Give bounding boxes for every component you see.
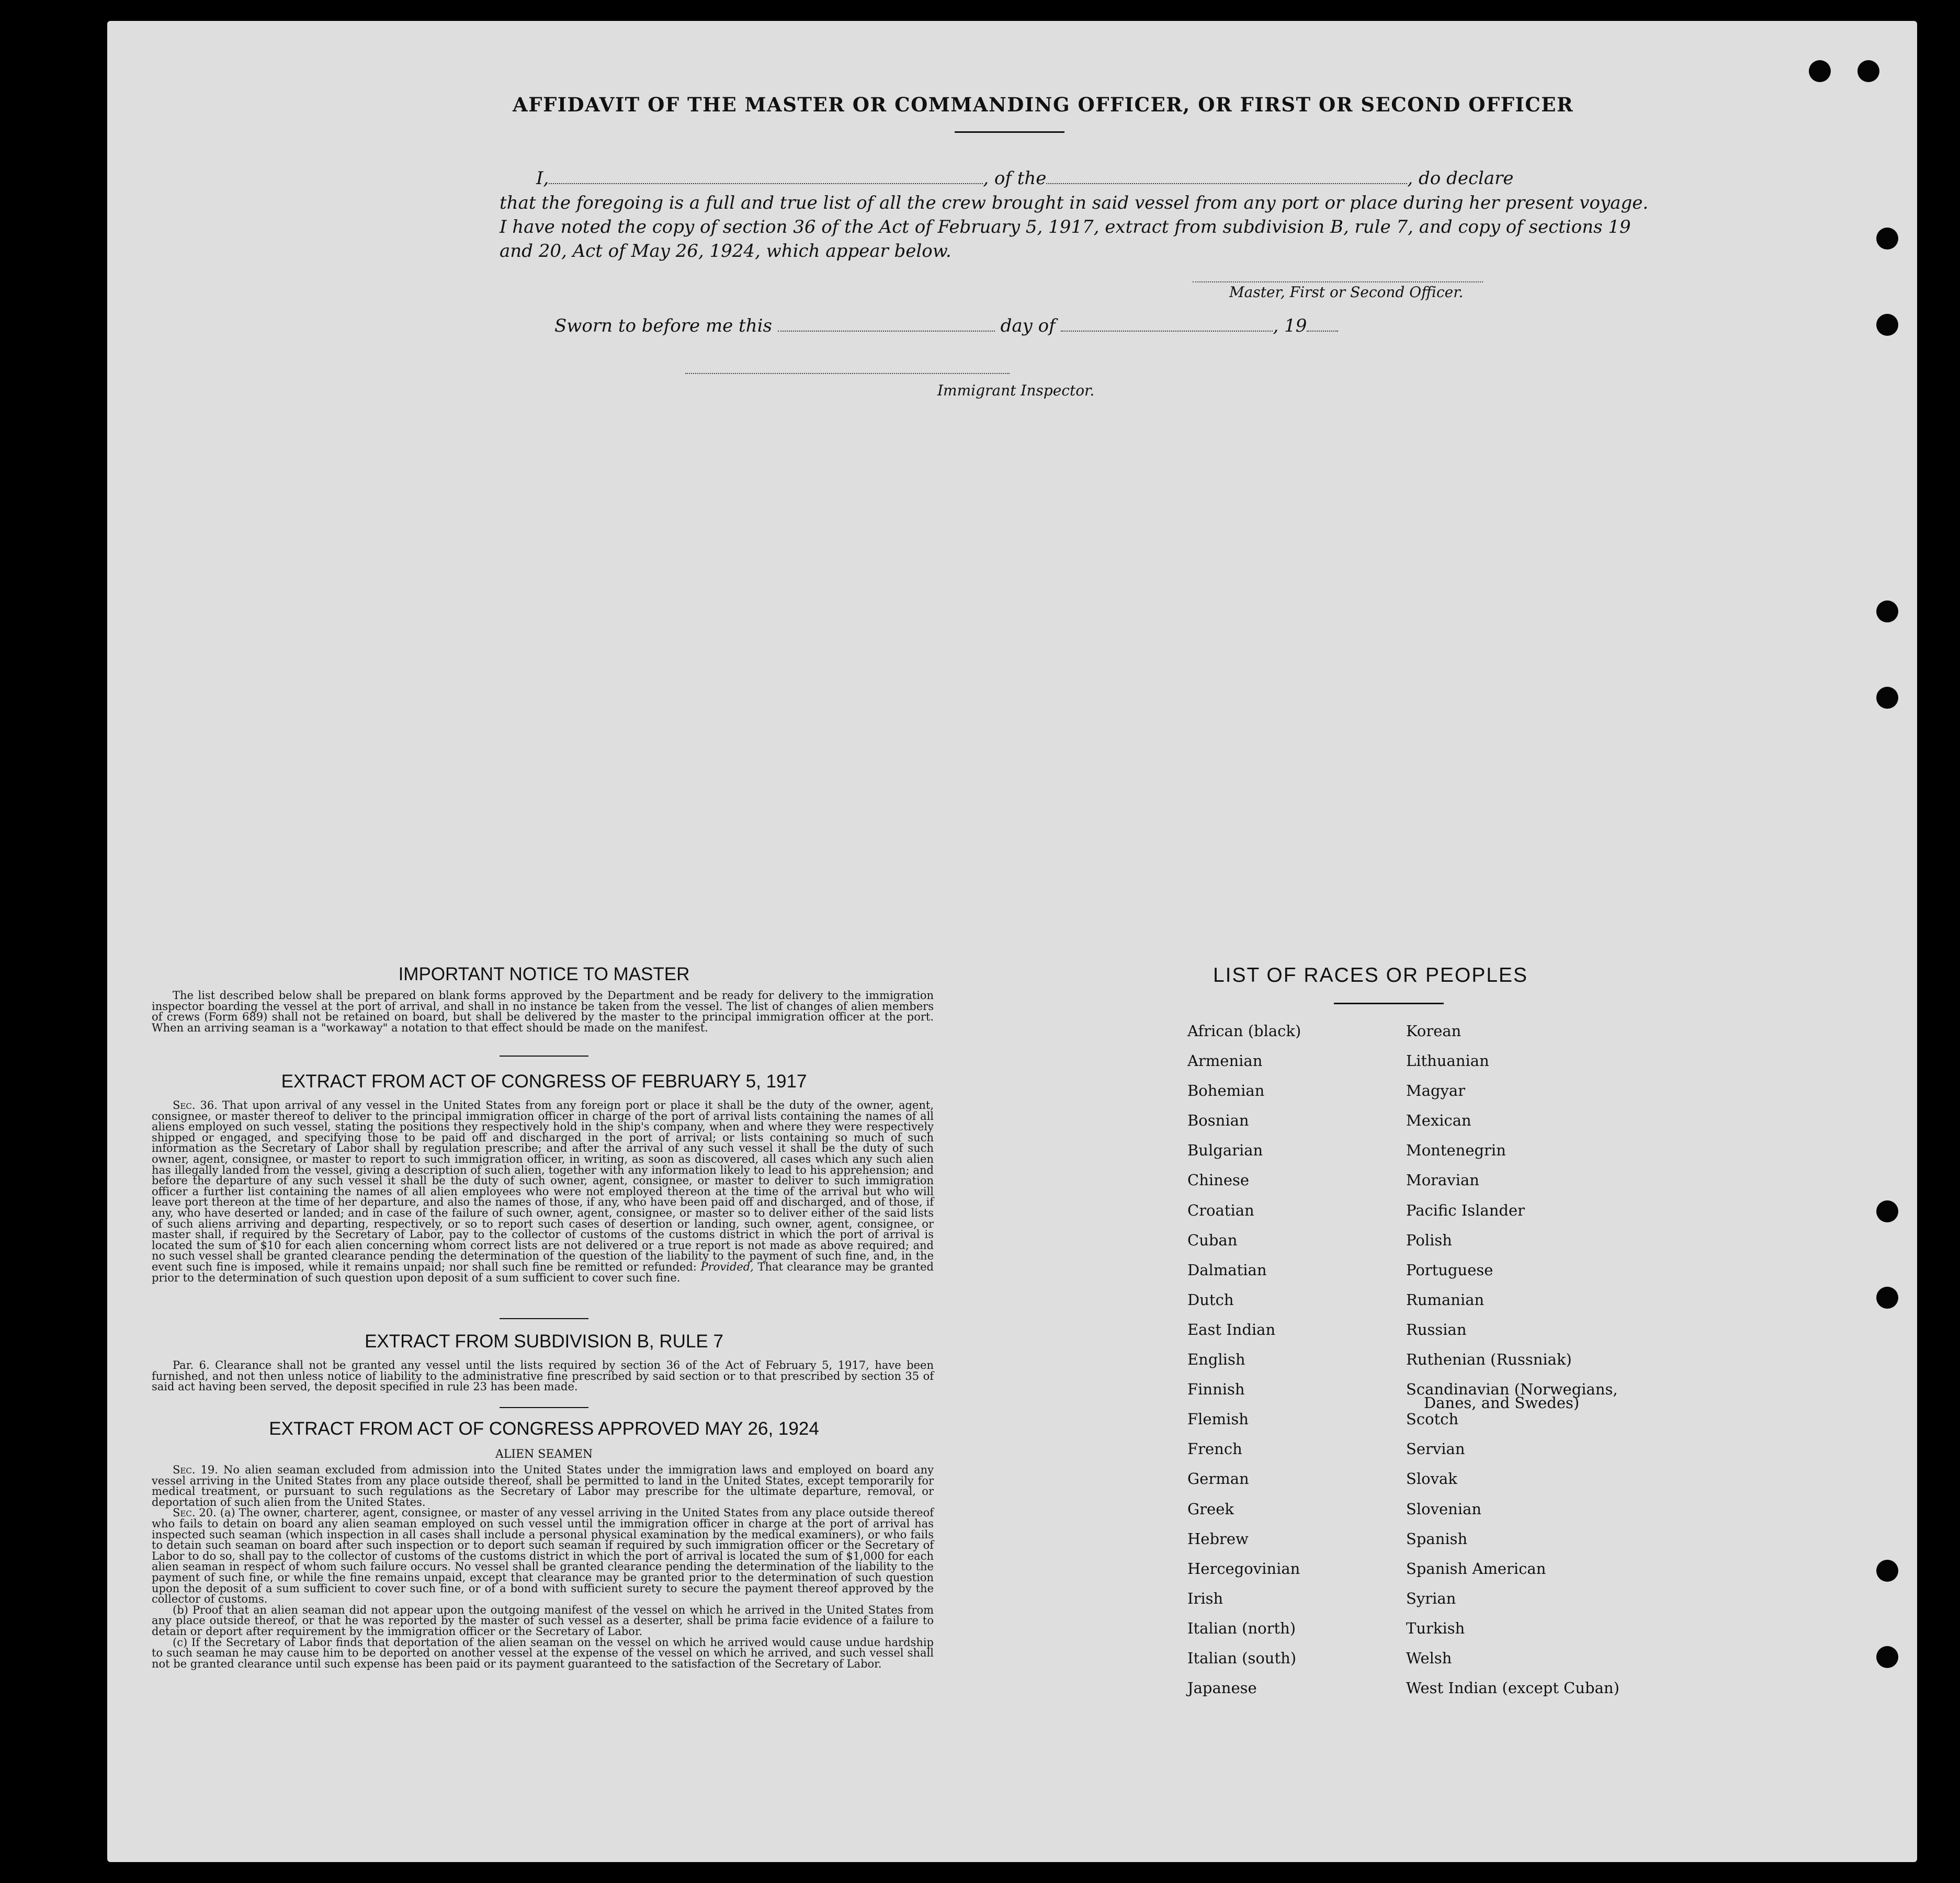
race-item: Lithuanian <box>1406 1052 1489 1070</box>
binder-hole <box>1876 1200 1898 1222</box>
extract-rule7-body <box>152 1360 934 1392</box>
race-item: Syrian <box>1406 1589 1456 1607</box>
race-item: African (black) <box>1187 1022 1301 1040</box>
race-item: Finnish <box>1187 1380 1245 1399</box>
races-left-column <box>1187 1023 1301 1709</box>
affidavit-line-2: that the foregoing is a full and true list of all the crew brought in said vessel from any port or place during her present voyage. <box>500 192 1649 213</box>
race-item: Bohemian <box>1187 1082 1265 1100</box>
officer-name-field[interactable] <box>549 169 983 184</box>
race-item: French <box>1187 1440 1242 1458</box>
race-item: Italian (north) <box>1187 1619 1296 1637</box>
race-item: Cuban <box>1187 1231 1238 1249</box>
sec19-text: No alien seaman excluded from admission into the United States under the immigration laws and employed on board any vessel arriving in the United States from any place outside thereof, shall be permitted to land in the United States, except temporarily for medical treatment, or pursuant to such regulations as the Secretary of Labor may prescribe for the ultimate departure, removal, or deportation of such alien from the United States. <box>152 1464 934 1508</box>
race-item: Montenegrin <box>1406 1141 1506 1160</box>
signature-line[interactable] <box>1193 281 1483 282</box>
race-item: Korean <box>1406 1022 1461 1040</box>
vessel-name-field[interactable] <box>1046 169 1407 184</box>
binder-hole <box>1876 228 1898 249</box>
sworn-text: Sworn to before me this <box>554 315 772 336</box>
sec20c-text: (c) If the Secretary of Labor finds that deportation of the alien seaman on the vessel on which he arrived would cause undue hardship to such seaman he may cause him to be deported on another vessel at the expense of the vessel on which he arrived, and such vessel shall not be granted clearance until such expense has been paid or its payment guaranteed to the satisfaction of the Secretary of Labor. <box>152 1636 934 1670</box>
sworn-day-of: day of <box>1000 315 1056 336</box>
affidavit-declaration-line <box>500 166 1525 190</box>
race-item: Slovak <box>1406 1470 1457 1488</box>
race-item: English <box>1187 1351 1245 1369</box>
race-item: Servian <box>1406 1440 1465 1458</box>
sec36-label: Sec. 36. <box>173 1099 218 1111</box>
section-divider <box>500 1056 588 1057</box>
race-item: Armenian <box>1187 1052 1263 1070</box>
race-item: Greek <box>1187 1500 1234 1518</box>
race-item: Magyar <box>1406 1082 1466 1100</box>
sec19-label: Sec. 19. <box>173 1464 218 1476</box>
section-divider <box>500 1318 588 1319</box>
notice-body <box>152 990 934 1033</box>
races-right-column <box>1406 1023 1619 1709</box>
race-item: German <box>1187 1470 1249 1488</box>
binder-hole <box>1876 687 1898 709</box>
race-item: Russian <box>1406 1320 1467 1338</box>
extract-1917-body <box>152 1100 934 1283</box>
race-item: Slovenian <box>1406 1500 1482 1518</box>
race-item: Bulgarian <box>1187 1141 1263 1160</box>
race-item: Dalmatian <box>1187 1261 1267 1279</box>
affidavit-of-the: , of the <box>983 168 1047 189</box>
race-item: Hercegovinian <box>1187 1559 1300 1578</box>
race-item: Bosnian <box>1187 1111 1249 1130</box>
sec20b-text: (b) Proof that an alien seaman did not appear upon the outgoing manifest of the vessel on which he arrived in the United States from any place outside thereof, or that he was reported by the master of such vessel as a deserter, shall be prima facie evidence of a failure to detain or deport after requirement by the immigration officer or the Secretary of Labor. <box>152 1603 934 1638</box>
races-title: LIST OF RACES OR PEOPLES <box>1213 964 1528 986</box>
binder-hole <box>1876 1560 1898 1582</box>
race-item: East Indian <box>1187 1320 1276 1338</box>
race-item: Moravian <box>1406 1171 1479 1189</box>
binder-hole <box>1876 1287 1898 1309</box>
races-title-rule <box>1334 1003 1444 1004</box>
binder-hole <box>1857 60 1879 82</box>
race-item: Japanese <box>1187 1679 1257 1697</box>
race-item: Chinese <box>1187 1171 1250 1189</box>
extract-1924-body <box>152 1465 934 1669</box>
race-item: Welsh <box>1406 1649 1452 1667</box>
extract-1924-title: EXTRACT FROM ACT OF CONGRESS APPROVED MAY 26, 1924 <box>269 1419 819 1439</box>
race-item: Italian (south) <box>1187 1649 1297 1667</box>
sworn-year-prefix: , 19 <box>1273 315 1307 336</box>
inspector-caption: Immigrant Inspector. <box>937 382 1095 399</box>
binder-hole <box>1876 600 1898 622</box>
affidavit-do-declare: , do declare <box>1407 168 1514 189</box>
sworn-day-field[interactable] <box>778 317 995 332</box>
race-item: Ruthenian (Russniak) <box>1406 1351 1572 1369</box>
section-divider <box>500 1407 588 1408</box>
sworn-month-field[interactable] <box>1061 317 1273 332</box>
race-item: Hebrew <box>1187 1529 1249 1548</box>
race-item: Portuguese <box>1406 1261 1493 1279</box>
affidavit-i: I, <box>536 168 549 189</box>
binder-hole <box>1876 314 1898 336</box>
extract-1917-title: EXTRACT FROM ACT OF CONGRESS OF FEBRUARY 5, 1917 <box>281 1071 807 1092</box>
affidavit-title: AFFIDAVIT OF THE MASTER OR COMMANDING OFFICER, OR FIRST OR SECOND OFFICER <box>513 93 1574 116</box>
affidavit-line-3: I have noted the copy of section 36 of the Act of February 5, 1917, extract from subdivision B, rule 7, and copy of sections 19 <box>500 217 1631 237</box>
master-signature-caption: Master, First or Second Officer. <box>1229 283 1464 301</box>
inspector-signature-line[interactable] <box>685 373 1010 374</box>
race-item: Mexican <box>1406 1111 1471 1130</box>
affidavit-line-4: and 20, Act of May 26, 1924, which appear below. <box>500 241 951 262</box>
race-item: Dutch <box>1187 1290 1234 1309</box>
race-item: Polish <box>1406 1231 1452 1249</box>
race-item: Turkish <box>1406 1619 1465 1637</box>
race-item: Scotch <box>1406 1410 1459 1428</box>
notice-title: IMPORTANT NOTICE TO MASTER <box>398 964 690 984</box>
proviso-text: That clearance may be granted prior to the determination of such question upon deposit of a sum sufficient to cover such fine. <box>152 1260 934 1284</box>
notice-paragraph: The list described below shall be prepared on blank forms approved by the Department and be ready for delivery to the immigration inspector boarding the vessel at the port of arrival, and shall in no instance be taken from the vessel. The list of changes of alien members of crews (Form 689) shall not be retained on board, but shall be delivered by the master to the principal immigration officer at the port. When an arriving seaman is a "workaway" a notation to that effect should be made on the manifest. <box>152 989 934 1034</box>
sworn-year-field[interactable] <box>1307 317 1338 332</box>
race-item: Rumanian <box>1406 1290 1485 1309</box>
race-item: Scandinavian (Norwegians, <box>1406 1380 1618 1399</box>
binder-hole <box>1876 1646 1898 1668</box>
race-item: Spanish <box>1406 1529 1468 1548</box>
sec20-label: Sec. 20. <box>173 1506 217 1519</box>
race-item: Pacific Islander <box>1406 1201 1525 1219</box>
title-rule <box>955 131 1064 133</box>
alien-seamen-subtitle: ALIEN SEAMEN <box>495 1448 593 1461</box>
sec20a-text: (a) The owner, charterer, agent, consignee, or master of any vessel arriving in the United States from any place outside thereof who fails to detain on board any alien seaman employed on such vessel until the immigration officer in charge at the port of arrival has inspected such seaman (which inspection in all cases shall include a personal physical examination by the medical examiners), or who fails to detain such seaman on board after such inspection or to deport such seaman if required by such immigration officer or the Secretary of Labor to do so, shall pay to the collector of customs of the customs district in which the port of arrival is located the sum of $1,000 for each alien seaman in respect of whom such failure occurs. No vessel shall be granted clearance pending the determination of the liability to the payment of such fine, or while the fine remains unpaid, except that clearance may be granted prior to the determination of such question upon the deposit of a sum sufficient to cover such fine, or of a bond with sufficient surety to secure the payment thereof approved by the collector of customs. <box>152 1506 934 1606</box>
extract-rule7-title: EXTRACT FROM SUBDIVISION B, RULE 7 <box>365 1331 723 1352</box>
scandinavian-continuation: Danes, and Swedes) <box>1424 1394 1580 1412</box>
sec36-text: That upon arrival of any vessel in the United States from any foreign port or place it shall be the duty of the owner, agent, consignee, or master thereof to deliver to the principal immigration officer in charge of the port of arrival lists containing the names of all aliens employed on such vessel, stating the positions they respectively hold in the ship's company, when and where they were respectively shipped or engaged, and specifying those to be paid off and discharged in the port of arrival; or lists containing so much of such information as the Secretary of Labor shall by regulation prescribe; and after the arrival of any such vessel it shall be the duty of such owner, agent, consignee, or master to report to such immigration officer, in writing, as soon as discovered, all cases which any such alien has illegally landed from the vessel, giving a description of such alien, together with any information likely to lead to his apprehension; and before the departure of any such vessel it shall be the duty of such owner, agent, consignee, or master to deliver to such immigration officer a further list containing the names of all alien employees who were not employed thereon at the time of the arrival but who will leave port thereon at the time of her departure, and also the names of those, if any, who have been paid off and discharged, and of those, if any, who have deserted or landed; and in case of the failure of such owner, agent, consignee, or master so to deliver either of the said lists of such aliens arriving and departing, respectively, or so to report such cases of desertion or landing, such owner, agent, consignee, or master shall, if required by the Secretary of Labor, pay to the collector of customs of the customs district in which the port of arrival is located the sum of $10 for each alien concerning whom correct lists are not delivered or a true report is not made as above required; and no such vessel shall be granted clearance pending the determination of the question of the liability to the payment of such fine, and, in the event such fine is imposed, while it remains unpaid; nor shall such fine be remitted or refunded: <box>152 1099 934 1273</box>
race-item: Spanish American <box>1406 1559 1546 1578</box>
race-item: West Indian (except Cuban) <box>1406 1679 1619 1697</box>
race-item: Flemish <box>1187 1410 1249 1428</box>
race-item: Irish <box>1187 1589 1223 1607</box>
sworn-line <box>554 314 1580 338</box>
rule7-paragraph: Par. 6. Clearance shall not be granted any vessel until the lists required by section 36 of the Act of February 5, 1917, have been furnished, and not then unless notice of liability to the administrative fine prescribed by said section or to that prescribed by section 35 of said act having been served, the deposit specified in rule 23 has been made. <box>152 1359 934 1393</box>
race-item: Croatian <box>1187 1201 1254 1219</box>
proviso-label: Provided, <box>700 1260 754 1273</box>
binder-hole <box>1809 60 1831 82</box>
